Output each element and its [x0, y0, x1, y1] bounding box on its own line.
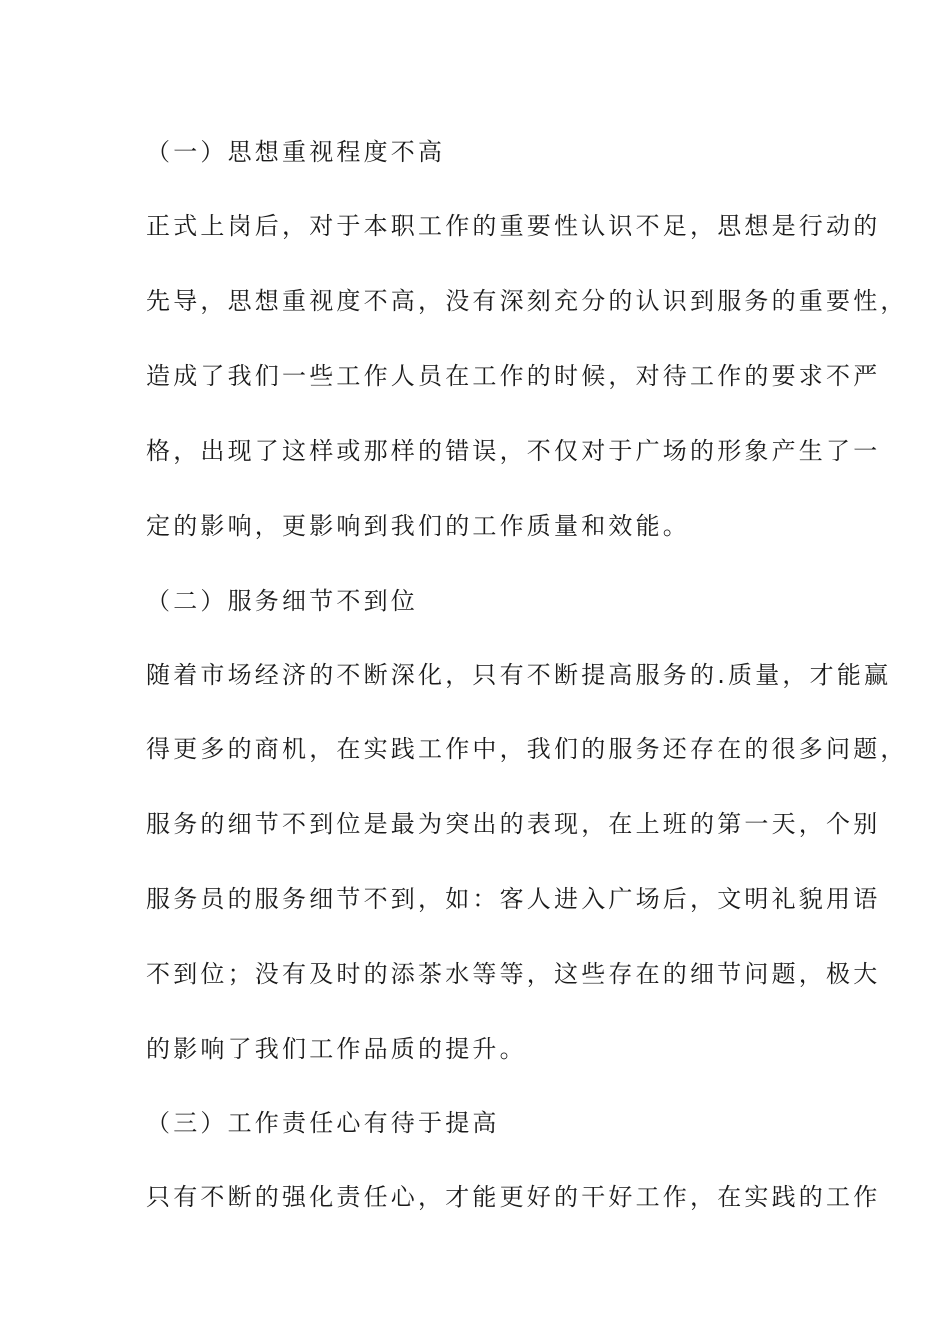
section-heading-3: （三）工作责任心有待于提高	[146, 1109, 500, 1137]
paragraph-line: 的影响了我们工作品质的提升。	[146, 1035, 527, 1063]
section-heading-1: （一）思想重视程度不高	[146, 138, 446, 166]
paragraph-line: 正式上岗后，对于本职工作的重要性认识不足，思想是行动的	[146, 212, 881, 240]
paragraph-line: 格，出现了这样或那样的错误，不仅对于广场的形象产生了一	[146, 437, 881, 465]
paragraph-line: 服务员的服务细节不到，如：客人进入广场后，文明礼貌用语	[146, 885, 881, 913]
paragraph-line: 定的影响，更影响到我们的工作质量和效能。	[146, 512, 690, 540]
paragraph-line: 不到位；没有及时的添茶水等等，这些存在的细节问题，极大	[146, 960, 881, 988]
paragraph-line: 得更多的商机，在实践工作中，我们的服务还存在的很多问题，	[146, 735, 908, 763]
paragraph-line: 随着市场经济的不断深化，只有不断提高服务的.质量，才能赢	[146, 661, 892, 689]
paragraph-line: 服务的细节不到位是最为突出的表现，在上班的第一天，个别	[146, 810, 881, 838]
paragraph-line: 只有不断的强化责任心，才能更好的干好工作，在实践的工作	[146, 1183, 881, 1211]
section-heading-2: （二）服务细节不到位	[146, 587, 418, 615]
paragraph-line: 先导，思想重视度不高，没有深刻充分的认识到服务的重要性，	[146, 287, 908, 315]
paragraph-line: 造成了我们一些工作人员在工作的时候，对待工作的要求不严	[146, 362, 881, 390]
